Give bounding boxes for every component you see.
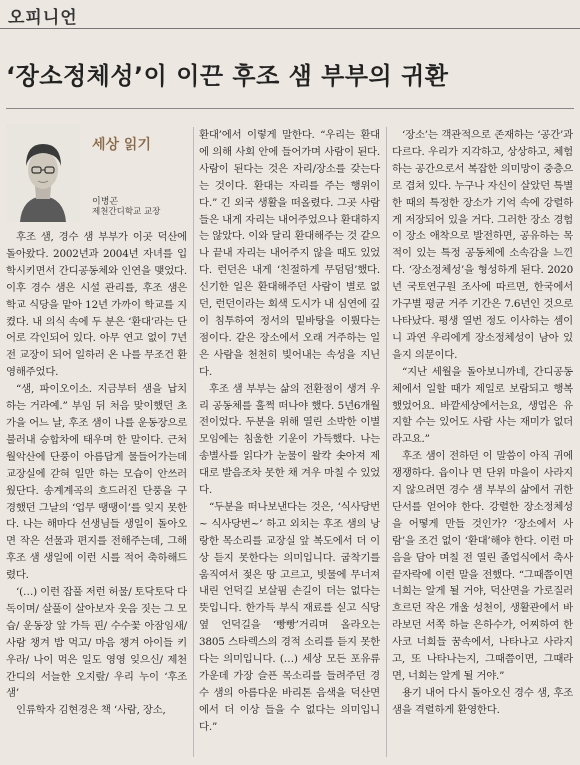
author-name: 이병곤 xyxy=(92,197,119,207)
article-paragraph: “지난 세월을 돌아보니까네, 간디공동체에서 일할 때가 제일로 보람되고 행복했었어요. 바깥세상에서는요, 생업은 유지할 수는 있어도 사람 사는 재미가 없더라고요.” xyxy=(392,365,573,446)
column-divider xyxy=(193,127,194,757)
headline-rule xyxy=(6,108,574,109)
article-paragraph: 인류학자 김현경은 책 ‘사람, 장소, xyxy=(16,704,166,717)
article-column-2 xyxy=(199,127,380,736)
article-column-3 xyxy=(392,127,573,719)
article-paragraph: 용기 내어 다시 돌아오신 경수 샘, 후조 샘을 격렬하게 환영한다. xyxy=(392,686,573,716)
article-paragraph: ‘(…) 이런 잡풀 저런 허물/ 토닥토닥 다독이며/ 살풀이 살아보자 웃음 짓는 그 모습/ 운동장 앞 가득 핀/ 수수꽃 아잠임새/ 사람 챙겨 밥 먹고/ 마음 챙겨 아이들 키우라/ 나이 먹은 일도 영영 잊으신/ 제천간디의 서늘한 오지랖/ 우리 누이 ‘후조 샘’ xyxy=(6,586,187,700)
column-divider xyxy=(386,127,387,757)
article-paragraph: 후조 샘이 전하던 이 말씀이 아직 귀에 쟁쟁하다. 읍이나 면 단위 마을이 사라지지 않으려면 경수 샘 부부의 삶에서 귀한 단서를 얻어야 한다. 강렬한 장소정체성을 어떻게 만들 것인가? ‘장소에서 사람’을 조건 없이 ‘환대’해야 한다. 이런 마음을 담아 며칠 전 열린 졸업식에서 축사 끝자락에 이런 말을 전했다. “그때쯤이면 너희는 알게 될 거야, 덕산면을 가로질러 흐르던 작은 개울 성천이, 생활관에서 바라보던 서쪽 하늘 은하수가, 어찌하여 한사코 너희들 꿈속에서, 나타나고 사라지고, 또 나타나는지, 그때쯤이면, 그때라면, 너희는 알게 될 거야.” xyxy=(392,450,573,682)
article-paragraph: “샘, 파이오이소. 지금부터 샘을 납치하는 거라예.” 부임 뒤 처음 맞이했던 초가을 어느 날, 후조 샘이 나를 운동장으로 불러내 승합차에 태우며 한 말이다. 근처 월악산에 단풍이 아름답게 물들어가는데 교장실에 갇혀 일만 하는 모습이 안쓰러웠단다. 송계계곡의 흐드러진 단풍을 구경했던 그날의 ‘업무 땡땡이’를 잊지 못한다. 나는 해마다 선생님들 생일이 돌아오면 작은 선물과 편지를 전해주는데, 그해 후조 샘 생일에 이런 시를 적어 축하해드렸다. xyxy=(6,383,187,582)
author-portrait-image xyxy=(6,124,80,222)
article-column-1 xyxy=(6,229,187,719)
author-photo xyxy=(6,124,80,222)
section-label: 오피니언 xyxy=(8,8,78,28)
article-paragraph: 후조 샘, 경수 샘 부부가 이곳 덕산에 돌아왔다. 2002년과 2004년 자녀를 입학시키면서 간디공동체와 인연을 맺었다. 이후 경수 샘은 시설 관리를, 후조 샘은 학교 식당을 맡아 12년 가까이 학교를 지켰다. 내 의식 속에 두 분은 ‘환대’라는 단어로 각인되어 있다. 아무 연고 없이 7년 전 교장이 되어 일하러 온 나를 무조건 환영해주었다. xyxy=(6,231,187,379)
column-kicker: 세상 읽기 xyxy=(92,137,151,153)
author-title: 제천간디학교 교장 xyxy=(92,207,161,217)
article-paragraph: ‘장소’는 객관적으로 존재하는 ‘공간’과 다르다. 우리가 지각하고, 상상하고, 체험하는 공간으로서 복잡한 의미망이 중층으로 겹쳐 있다. 누구나 자신이 살았던 특별한 때의 특정한 장소가 기억 속에 강렬하게 저장되어 있을 거다. 그러한 장소 경험이 장소 애착으로 발전하면, 공유하는 목적이 있는 특정 공동체에 소속감을 느낀다. ‘장소정체성’을 형성하게 된다. 2020년 국토연구원 조사에 따르면, 한국에서 가구별 평균 거주 기간은 7.6년인 것으로 나타났다. 평생 열번 정도 이사하는 셈이니 과연 우리에게 장소정체성이 남아 있을지 의문이다. xyxy=(392,129,573,361)
article-paragraph: 후조 샘 부부는 삶의 전환점이 생겨 우리 공동체를 훌쩍 떠나야 했다. 5년6개월 전이었다. 두분을 위해 열린 소박한 이별 모임에는 침울한 기운이 가득했다. 나는 송별사를 읽다가 눈물이 왈칵 솟아져 제대로 발음조차 못한 채 겨우 마칠 수 있었다. xyxy=(199,382,380,497)
headline: ‘장소정체성’이 이끈 후조 샘 부부의 귀환 xyxy=(6,62,449,90)
article-paragraph: “두분을 떠나보낸다는 것은, ‘식사당번~ 식사당번~’ 하고 외치는 후조 샘의 낭랑한 목소리를 교장실 앞 복도에서 더 이상 듣지 못한다는 의미입니다. 굽착기를 움직여서 젖은 땅 고르고, 빗물에 무너져 내린 언덕길 보살핌 손길이 더는 없다는 뜻입니다. 한가득 부식 재료를 싣고 식당 옆 언덕길을 ‘빵빵’거리며 올라오는 3805 스타렉스의 경적 소리를 듣지 못한다는 의미입니다. (…) 세상 모든 포유류 가운데 가장 슬픈 목소리를 들려주던 경수 샘의 아름다운 바리톤 음색을 덕산면에서 더 이상 들을 수 없다는 의미입니다.” xyxy=(199,500,380,733)
article-paragraph: 환대’에서 이렇게 말한다. “우리는 환대에 의해 사회 안에 들어가며 사람이 된다. 사람이 된다는 것은 자리/장소를 갖는다는 것이다. 환대는 자리를 주는 행위이다.” 긴 외국 생활을 떠올렸다. 그곳 사람들은 내게 자리는 내어주었으나 환대하지는 않았다. 이와 달리 환대해주는 것 같으나 끝내 자리는 내어주지 않을 때도 있었다. 런던은 내게 ‘친절하게 무덤덤’했다. 신기한 일은 환대해주던 사람이 별로 없던, 런던이라는 회색 도시가 내 심연에 깊이 침투하여 정서의 밑바탕을 이뤘다는 점이다. 같은 장소에서 오래 거주하는 일은 사람을 천천히 빚어내는 속성을 지닌다. xyxy=(199,129,380,378)
top-rule xyxy=(0,28,580,29)
